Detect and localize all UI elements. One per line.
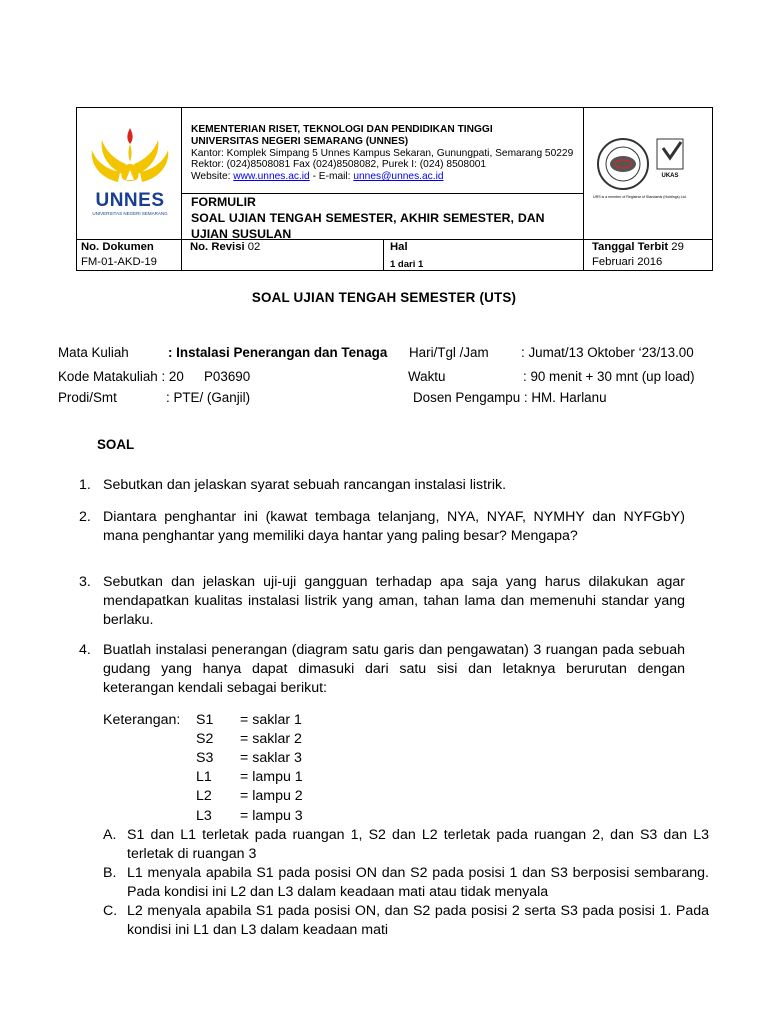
legend-symbol: S1: [196, 712, 214, 728]
header-divider: [181, 107, 182, 271]
issue-date-label: Tanggal Terbit: [592, 241, 669, 253]
condition-text: S1 dan L1 terletak pada ruangan 1, S2 dan L2 terletak pada ruangan 2, dan S3 dan L3 terletak di ruangan 3: [127, 827, 709, 862]
form-title-block: [191, 194, 581, 242]
revision-cell: [190, 240, 260, 255]
email-label: - E-mail:: [309, 171, 354, 183]
legend-symbol: S2: [196, 731, 214, 747]
issue-date-day: 29: [668, 241, 684, 253]
condition-text: L2 menyala apabila S1 pada posisi ON, dan S2 pada posisi 2 serta S3 pada posisi 1. Pada kondisi ini L1 dan L3 dalam keadaan mati: [127, 903, 709, 938]
header-divider: [583, 107, 584, 271]
page-label: Hal: [390, 241, 408, 253]
unnes-logo: [86, 122, 174, 222]
question-number: 3.: [79, 574, 91, 590]
issue-date-rest: Februari 2016: [592, 256, 663, 268]
page-value: 1 dari 1: [390, 259, 424, 270]
date-label: Hari/Tgl /Jam: [409, 345, 489, 360]
legend-symbol: L1: [196, 769, 212, 785]
legend-symbol: L3: [196, 808, 212, 824]
ukas-caption: UKAS: [661, 173, 679, 179]
office-address: Kantor: Komplek Simpang 5 Unnes Kampus Sekaran, Gunungpati, Semarang 50229: [191, 147, 574, 159]
institution-block: [191, 124, 581, 183]
legend-symbol: L2: [196, 788, 212, 804]
condition-letter: B.: [103, 865, 117, 881]
form-title: SOAL UJIAN TENGAH SEMESTER, AKHIR SEMESTER, DAN UJIAN SUSULAN: [191, 211, 545, 241]
legend-label: Keterangan:: [103, 712, 181, 728]
legend-desc: = saklar 3: [240, 750, 302, 766]
doc-number-label: No. Dokumen: [81, 241, 154, 253]
revision-label: No. Revisi: [190, 241, 245, 253]
condition-letter: A.: [103, 827, 117, 843]
issue-date-cell: [592, 240, 684, 270]
question-text: Diantara penghantar ini (kawat tembaga telanjang, NYA, NYAF, NYMHY dan NYFGbY) mana penghantar yang memiliki daya hantar yang paling besar? Mengapa?: [103, 509, 685, 544]
header-divider: [383, 239, 384, 271]
university-name: UNIVERSITAS NEGERI SEMARANG (UNNES): [191, 135, 409, 147]
legend-desc: = lampu 3: [240, 808, 303, 824]
page-cell: [390, 240, 423, 272]
prodi-label: Prodi/Smt: [58, 390, 117, 405]
cert-footer: URS is a member of Registrar of Standards (Holdings) Ltd.: [593, 195, 687, 199]
code-value: P03690: [204, 369, 251, 384]
question-text: Sebutkan dan jelaskan syarat sebuah rancangan instalasi listrik.: [103, 477, 507, 493]
form-label: FORMULIR: [191, 195, 256, 209]
phone-line: Rektor: (024)8508081 Fax (024)8508082, Purek I: (024) 8508001: [191, 159, 487, 171]
question-text: Buatlah instalasi penerangan (diagram satu garis dan pengawatan) 3 ruangan pada sebuah gudang yang hanya dapat dimasuki dari satu sisi dan letaknya berurutan dengan keterangan kendali sebagai berikut:: [103, 642, 685, 696]
revision-value: 02: [244, 241, 261, 253]
condition-letter: C.: [103, 903, 118, 919]
logo-tagline: UNIVERSITAS NEGERI SEMARANG: [92, 211, 168, 216]
contact-line: [191, 171, 581, 183]
soal-heading: SOAL: [97, 437, 135, 452]
website-label: Website:: [191, 171, 234, 183]
doc-number-cell: [81, 240, 157, 270]
course-label: Mata Kuliah: [58, 345, 129, 360]
website-link[interactable]: www.unnes.ac.id: [233, 171, 310, 183]
question-number: 2.: [79, 509, 91, 525]
date-value: : Jumat/13 Oktober ‘23/13.00: [521, 345, 694, 360]
legend-desc: = lampu 2: [240, 788, 303, 804]
condition-text: L1 menyala apabila S1 pada posisi ON dan S2 pada posisi 1 dan S3 berposisi sembarang. Pada kondisi ini L2 dan L3 dalam keadaan mati atau tidak menyala: [127, 865, 709, 900]
certification-logos: [593, 136, 705, 206]
prodi-value: : PTE/ (Ganjil): [166, 390, 251, 405]
lecturer-label: Dosen Pengampu : HM. Harlanu: [413, 390, 607, 405]
time-label: Waktu: [408, 369, 446, 384]
certification-seal-icon: [593, 136, 705, 192]
legend-desc: = lampu 1: [240, 769, 303, 785]
question-number: 1.: [79, 477, 91, 493]
question-number: 4.: [79, 642, 91, 658]
exam-title: SOAL UJIAN TENGAH SEMESTER (UTS): [251, 290, 517, 305]
question-text: Sebutkan dan jelaskan uji-uji gangguan terhadap apa saja yang harus dilakukan agar mendapatkan kualitas instalasi listrik yang aman, tahan lama dan memenuhi standar yang berlaku.: [103, 574, 685, 628]
code-label: Kode Matakuliah : 20: [58, 369, 184, 384]
legend-desc: = saklar 2: [240, 731, 302, 747]
doc-number-value: FM-01-AKD-19: [81, 256, 157, 268]
time-value: : 90 menit + 30 mnt (up load): [523, 369, 695, 384]
ministry-name: KEMENTERIAN RISET, TEKNOLOGI DAN PENDIDIKAN TINGGI: [191, 124, 493, 135]
course-value: : Instalasi Penerangan dan Tenaga: [168, 345, 388, 360]
legend-symbol: S3: [196, 750, 214, 766]
legend-desc: = saklar 1: [240, 712, 302, 728]
email-link[interactable]: unnes@unnes.ac.id: [353, 171, 444, 183]
logo-text: UNNES: [95, 190, 165, 211]
